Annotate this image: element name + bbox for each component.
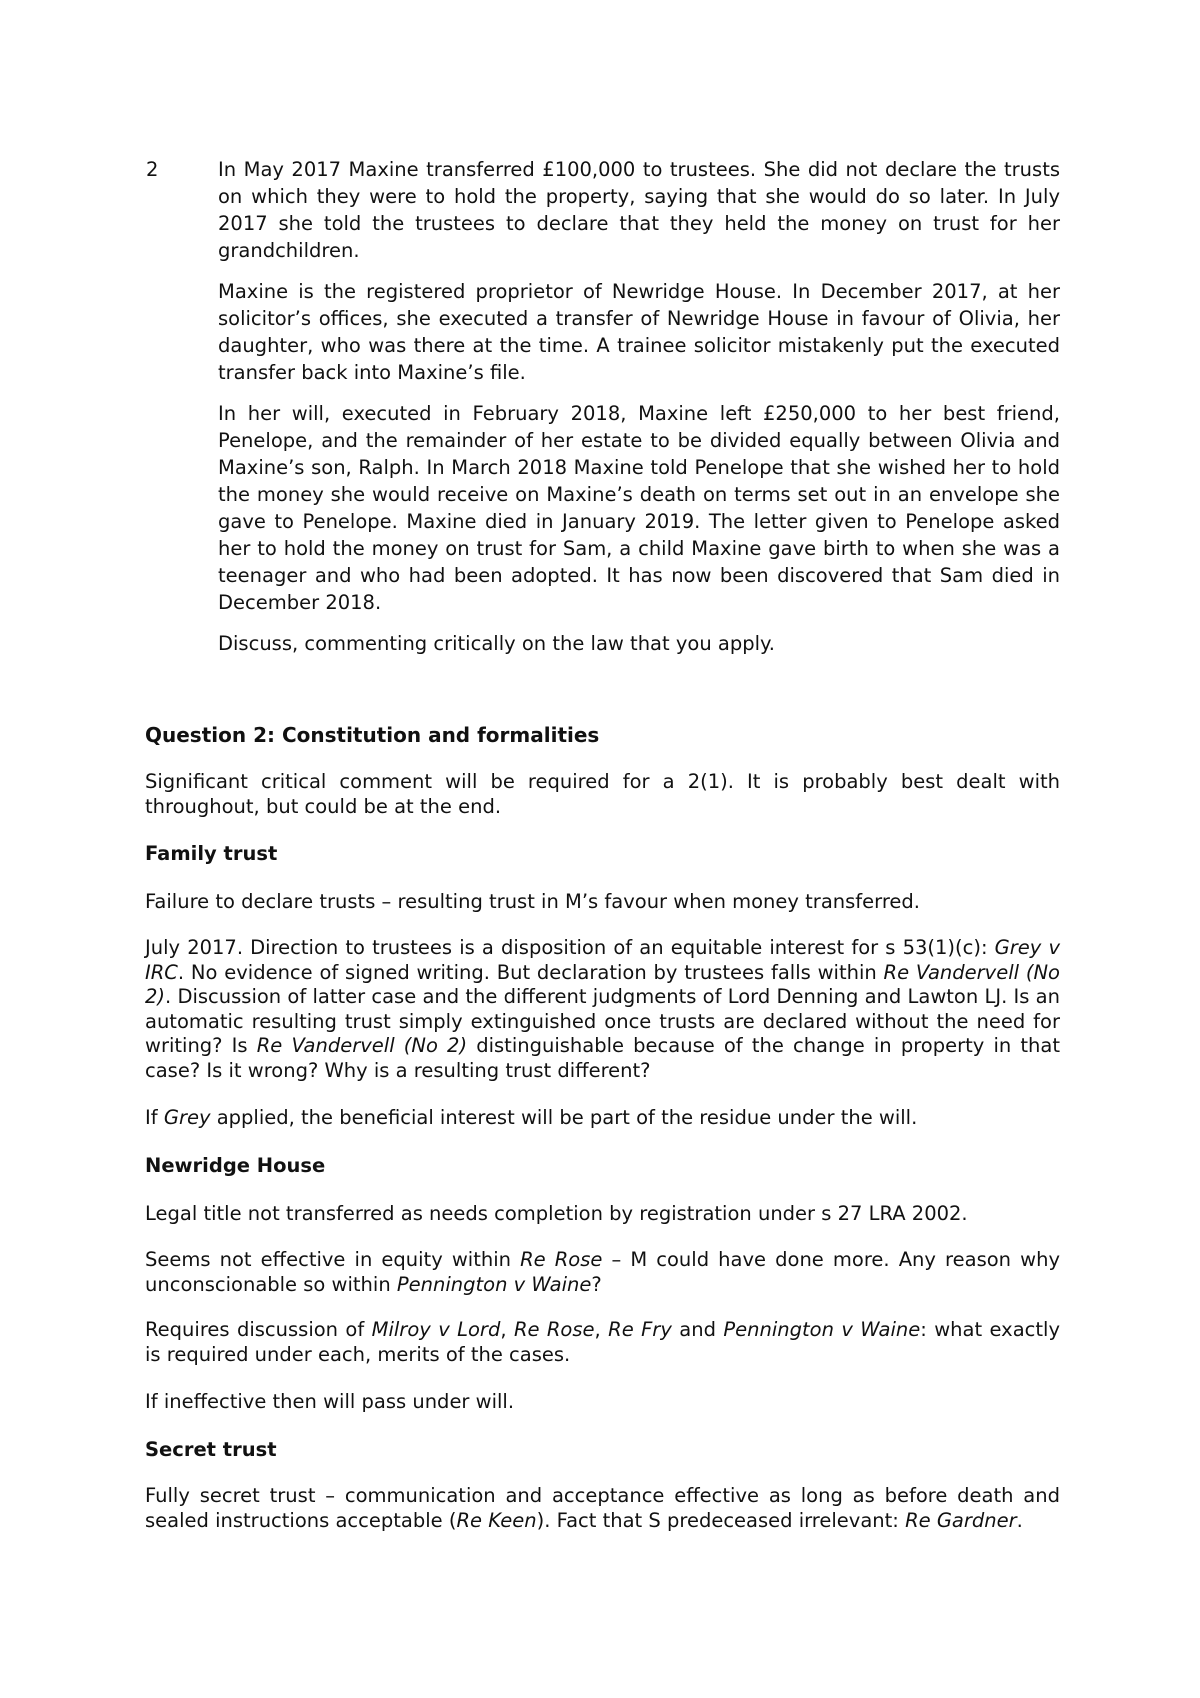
case-name: Re Vandervell (No 2) <box>256 1034 468 1057</box>
case-name: Pennington v Waine <box>723 1318 921 1341</box>
secret-trust-paragraph: Fully secret trust – communication and acceptance effective as long as before death and sealed instructions acceptable (Re Keen). Fact that S predeceased irrelevant: Re Gardner. <box>145 1484 1060 1532</box>
newridge-paragraph: Legal title not transferred as needs completion by registration under s 27 LRA 2002. <box>145 1202 968 1225</box>
case-name: Pennington v Waine <box>396 1272 592 1296</box>
case-name: Re Fry <box>608 1318 672 1341</box>
secret-trust-heading: Secret trust <box>145 1438 277 1461</box>
case-name: Grey v IRC <box>145 936 1060 984</box>
family-trust-paragraph: If Grey applied, the beneficial interest will be part of the residue under the will. <box>145 1106 918 1129</box>
family-trust-paragraph: July 2017. Direction to trustees is a disposition of an equitable interest for s 53(1)(c): Grey v IRC. No evidence of signed writing. But declaration by trustees falls within Re Vandervell (No 2). Discussion of latter case and the different judgments of Lord Denning and Lawton LJ. Is an automatic resulting trust simply extinguished once trusts are declared without the need for writing? Is Re Vandervell (No 2) distinguishable because of the change in property in that case? Is it wrong? Why is a resulting trust different? <box>145 936 1060 1082</box>
case-name: Re Vandervell (No 2) <box>145 960 1060 1008</box>
question-paragraph: In May 2017 Maxine transferred £100,000 to trustees. She did not declare the trusts on which they were to hold the property, saying that she would do so later. In July 2017 she told the trustees to declare that they held the money on trust for her grandchildren. <box>218 158 1060 262</box>
case-name: Re Gardner <box>905 1508 1017 1532</box>
newridge-house-heading: Newridge House <box>145 1154 326 1177</box>
answer-intro: Significant critical comment will be required for a 2(1). It is probably best dealt with throughout, but could be at the end. <box>145 770 1060 818</box>
question-body <box>218 156 1060 657</box>
question-paragraph: In her will, executed in February 2018, Maxine left £250,000 to her best friend, Penelope, and the remainder of her estate to be divided equally between Olivia and Maxine’s son, Ralph. In March 2018 Maxine told Penelope that she wished her to hold the money she would receive on Maxine’s death on terms set out in an envelope she gave to Penelope. Maxine died in January 2019. The letter given to Penelope asked her to hold the money on trust for Sam, a child Maxine gave birth to when she was a teenager and who had been adopted. It has now been discovered that Sam died in December 2018. <box>218 402 1060 614</box>
newridge-paragraph: Seems not effective in equity within Re Rose – M could have done more. Any reason why unconscionable so within Pennington v Waine? <box>145 1248 1060 1296</box>
case-name: Re Rose <box>513 1318 595 1341</box>
newridge-paragraph: Requires discussion of Milroy v Lord, Re Rose, Re Fry and Pennington v Waine: what exactly is required under each, merits of the cases. <box>145 1318 1060 1366</box>
case-name: Milroy v Lord <box>371 1318 501 1341</box>
case-name: Re Keen <box>456 1508 537 1532</box>
question-instruction: Discuss, commenting critically on the law that you apply. <box>218 632 775 655</box>
family-trust-heading: Family trust <box>145 842 278 865</box>
family-trust-paragraph: Failure to declare trusts – resulting trust in M’s favour when money transferred. <box>145 890 920 913</box>
case-name: Grey <box>163 1106 211 1129</box>
case-name: Re Rose <box>520 1248 603 1271</box>
question-number: 2 <box>146 158 159 181</box>
answer-section <box>145 722 1060 1554</box>
newridge-paragraph: If ineffective then will pass under will. <box>145 1390 515 1413</box>
answer-title: Question 2: Constitution and formalities <box>145 723 600 747</box>
question-paragraph: Maxine is the registered proprietor of Newridge House. In December 2017, at her solicitor’s offices, she executed a transfer of Newridge House in favour of Olivia, her daughter, who was there at the time. A trainee solicitor mistakenly put the executed transfer back into Maxine’s file. <box>218 280 1060 384</box>
